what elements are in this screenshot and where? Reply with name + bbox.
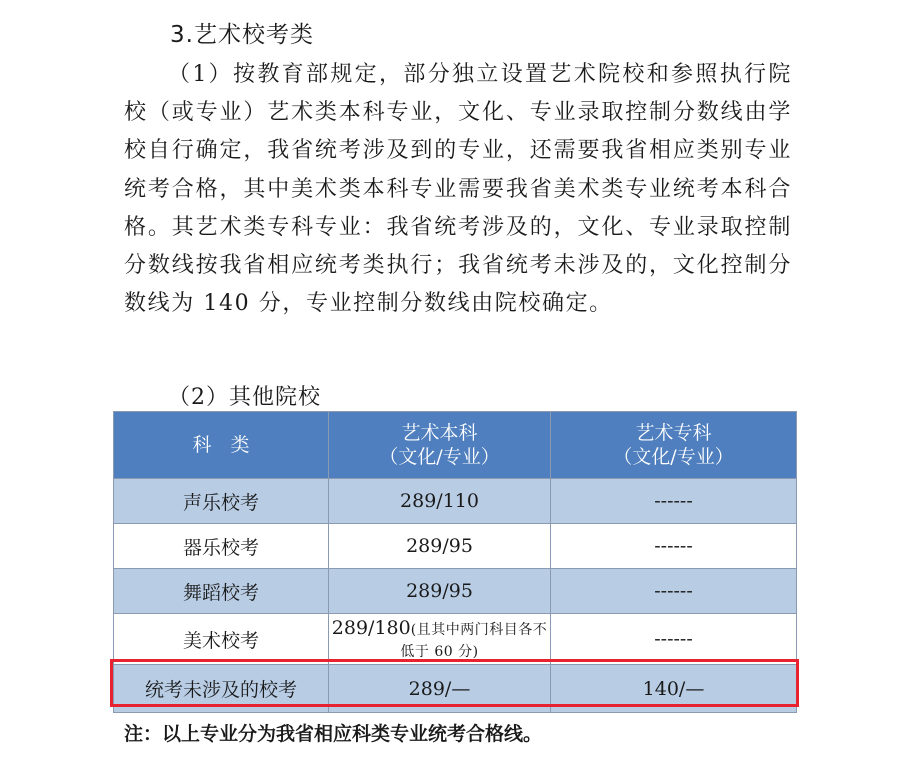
section-title: 3.艺术校考类 xyxy=(170,22,314,48)
header-bachelor-title: 艺术本科 xyxy=(401,422,478,444)
row-category: 统考未涉及的校考 xyxy=(114,665,329,713)
header-bachelor xyxy=(329,412,551,479)
row-associate: ------ xyxy=(551,614,797,665)
row-associate: 140/— xyxy=(551,665,797,713)
row-bachelor-score: 289/180 xyxy=(331,617,411,639)
row-category: 美术校考 xyxy=(114,614,329,665)
header-associate-sub: （文化/专业） xyxy=(613,446,734,468)
table-row xyxy=(114,479,797,524)
table-row xyxy=(114,569,797,614)
table-header-row xyxy=(114,412,797,479)
header-bachelor-sub: （文化/专业） xyxy=(379,446,500,468)
header-category: 科 类 xyxy=(114,412,329,479)
row-bachelor: 289/110 xyxy=(329,479,551,524)
header-associate-title: 艺术专科 xyxy=(635,422,712,444)
row-bachelor: 289/— xyxy=(329,665,551,713)
header-associate xyxy=(551,412,797,479)
subsection-title: （2）其他院校 xyxy=(168,385,321,410)
row-category: 舞蹈校考 xyxy=(114,569,329,614)
table-row xyxy=(114,524,797,569)
table-row xyxy=(114,614,797,665)
row-associate: ------ xyxy=(551,524,797,569)
row-associate: ------ xyxy=(551,479,797,524)
row-bachelor xyxy=(329,614,551,665)
row-bachelor-note: (且其中两门科目各不低于 60 分) xyxy=(400,622,548,660)
row-category: 声乐校考 xyxy=(114,479,329,524)
row-bachelor: 289/95 xyxy=(329,524,551,569)
row-associate: ------ xyxy=(551,569,797,614)
highlight-box xyxy=(110,659,799,707)
policy-paragraph: （1）按教育部规定，部分独立设置艺术院校和参照执行院校（或专业）艺术类本科专业，文化、专业录取控制分数线由学校自行确定，我省统考涉及到的专业，还需要我省相应类别专业统考合格，其中美术类本科专业需要我省美术类专业统考本科合格。其艺术类专科专业：我省统考涉及的，文化、专业录取控制分数线按我省相应统考类执行；我省统考未涉及的，文化控制分数线为 140 分，专业控制分数线由院校确定。 xyxy=(124,62,792,317)
row-bachelor: 289/95 xyxy=(329,569,551,614)
row-category: 器乐校考 xyxy=(114,524,329,569)
footnote: 注：以上专业分为我省相应科类专业统考合格线。 xyxy=(124,723,543,745)
